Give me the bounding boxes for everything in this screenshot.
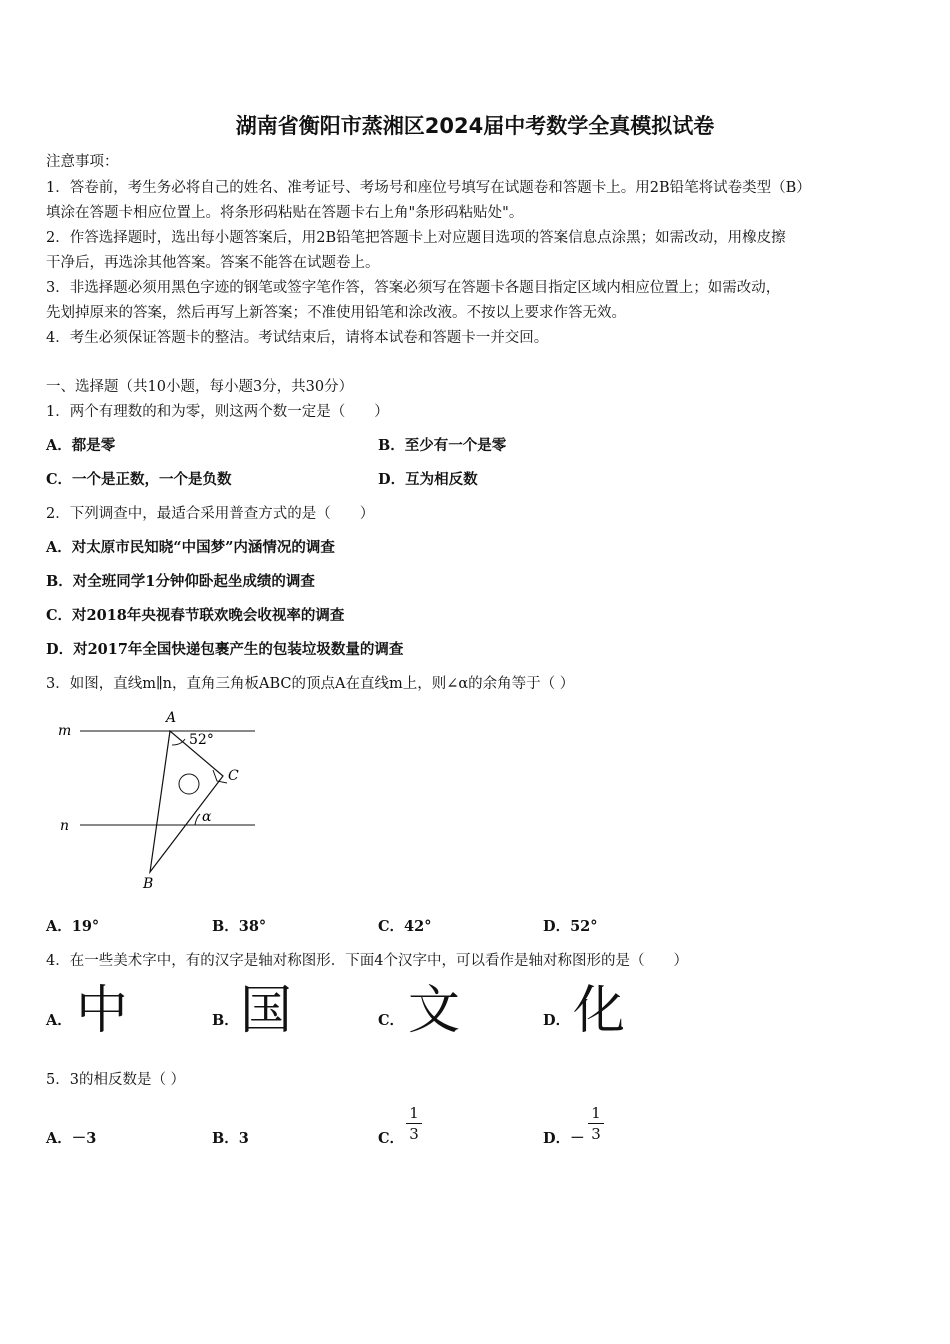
q3-option-c: C．42°	[378, 918, 432, 935]
notice-line: 2．作答选择题时，选出每小题答案后，用2B铅笔把答题卡上对应题目选项的答案信息点涂黑；如需改动，用橡皮擦	[46, 230, 786, 246]
triangle-hole	[179, 774, 199, 794]
q2-option-a: A．对太原市民知晓“中国梦”内涵情况的调查	[46, 539, 335, 556]
q3-option-b: B．38°	[212, 918, 267, 935]
q4-option-c-char: 文	[408, 981, 461, 1041]
question-3-stem: 3．如图，直线m∥n，直角三角板ABC的顶点A在直线m上，则∠α的余角等于（ ）	[46, 676, 575, 692]
q3-option-d: D．52°	[543, 918, 598, 935]
q5-option-d-label: D．－	[543, 1130, 585, 1147]
question-2-stem: 2．下列调查中，最适合采用普查方式的是（ ）	[46, 506, 375, 522]
q1-option-d: D．互为相反数	[378, 471, 478, 488]
q1-option-b: B．至少有一个是零	[378, 437, 507, 454]
q5-option-b: B．3	[212, 1130, 249, 1147]
q1-option-c: C．一个是正数，一个是负数	[46, 471, 232, 488]
notice-line: 3．非选择题必须用黑色字迹的钢笔或签字笔作答，答案必须写在答题卡各题目指定区域内相应位置上；如需改动，	[46, 280, 781, 296]
q5-option-c-fraction	[406, 1104, 422, 1143]
q2-option-c: C．对2018年央视春节联欢晚会收视率的调查	[46, 607, 345, 624]
q3-option-a: A．19°	[46, 918, 100, 935]
q4-option-b-char: 国	[240, 981, 293, 1041]
label-c: C	[228, 768, 239, 784]
notice-line: 填涂在答题卡相应位置上。将条形码粘贴在答题卡右上角"条形码粘贴处"。	[46, 205, 524, 221]
notice-line: 先划掉原来的答案，然后再写上新答案；不准使用铅笔和涂改液。不按以上要求作答无效。	[46, 305, 626, 321]
question-1-stem: 1．两个有理数的和为零，则这两个数一定是（ ）	[46, 404, 389, 420]
section-heading: 一、选择题（共10小题，每小题3分，共30分）	[46, 379, 354, 395]
notice-line: 1．答卷前，考生务必将自己的姓名、准考证号、考场号和座位号填写在试题卷和答题卡上。用2B铅笔将试卷类型（B）	[46, 180, 811, 196]
fraction-numerator: 1	[409, 1104, 419, 1122]
label-m: m	[58, 723, 72, 739]
q4-option-b-label: B．	[212, 1012, 239, 1029]
notice-line: 4．考生必须保证答题卡的整洁。考试结束后，请将本试卷和答题卡一并交回。	[46, 330, 549, 346]
question-4-stem: 4．在一些美术字中，有的汉字是轴对称图形．下面4个汉字中，可以看作是轴对称图形的是（ ）	[46, 953, 688, 969]
q5-option-d-fraction	[588, 1104, 604, 1143]
angle-arc-alpha	[195, 814, 200, 825]
fraction-denominator: 3	[409, 1125, 419, 1143]
notice-line: 干净后，再选涂其他答案。答案不能答在试题卷上。	[46, 255, 380, 271]
notice-heading: 注意事项：	[46, 154, 119, 170]
fraction-numerator: 1	[591, 1104, 601, 1122]
question-5-stem: 5．3的相反数是（ ）	[46, 1072, 186, 1088]
label-angle-52: 52°	[189, 732, 214, 748]
q4-option-a-char: 中	[76, 981, 129, 1041]
fraction-denominator: 3	[591, 1125, 601, 1143]
q2-option-d: D．对2017年全国快递包裹产生的包装垃圾数量的调查	[46, 641, 404, 658]
label-n: n	[60, 818, 70, 834]
label-alpha: α	[202, 809, 212, 825]
q2-option-b: B．对全班同学1分钟仰卧起坐成绩的调查	[46, 573, 315, 590]
q4-option-c-label: C．	[378, 1012, 405, 1029]
label-b: B	[143, 876, 154, 892]
page-title: 湖南省衡阳市蒸湘区2024届中考数学全真模拟试卷	[235, 114, 715, 138]
label-a: A	[166, 710, 177, 726]
q4-option-a-label: A．	[46, 1012, 72, 1029]
right-angle-mark	[213, 770, 227, 783]
q1-option-a: A．都是零	[46, 437, 116, 454]
triangle-figure	[50, 705, 265, 895]
triangle-abc	[150, 731, 223, 872]
fraction-bar	[588, 1123, 604, 1124]
q4-option-d-label: D．	[543, 1012, 571, 1029]
q4-option-d-char: 化	[573, 981, 626, 1041]
fraction-bar	[406, 1123, 422, 1124]
q5-option-a: A．－3	[46, 1130, 97, 1147]
q5-option-c-label: C．	[378, 1130, 405, 1147]
